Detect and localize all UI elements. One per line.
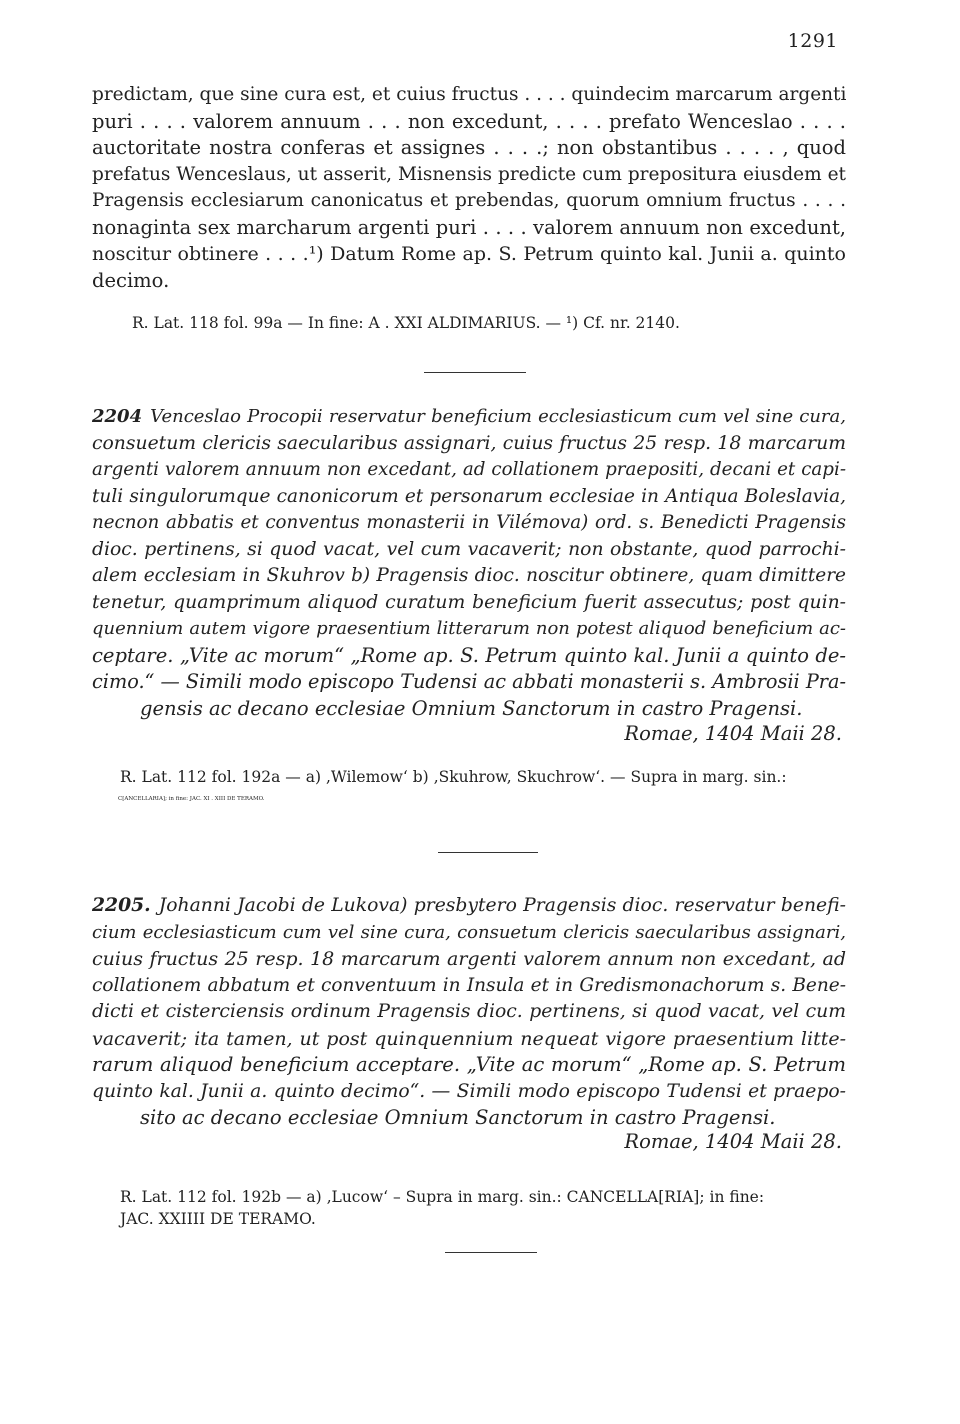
text-line: quinto kal. Junii a. quinto decimo“. — Simili modo episcopo Tudensi et praepo-: [92, 1080, 846, 1102]
continuation-paragraph: [92, 82, 846, 294]
entry-text: Johanni Jacobi de Lukova) presbytero Pragensis dioc. reservatur benefi-: [158, 895, 846, 916]
text-line: vacaverit; ita tamen, ut post quinquennium nequeat vigore praesentium litte-: [92, 1027, 846, 1050]
entry-2205: [92, 892, 846, 1132]
text-line: tenetur, quamprimum aliquod curatum beneficium fuerit assecutus; post quin-: [92, 591, 846, 613]
text-line: rarum aliquod beneficium acceptare. „Vite ac morum“ „Rome ap. S. Petrum: [92, 1053, 846, 1076]
entry-date: Romae, 1404 Maii 28.: [624, 1130, 842, 1153]
source-note: R. Lat. 118 fol. 99a — In fine: A . XXI ALDIMARIUS. — ¹) Cf. nr. 2140.: [132, 314, 680, 332]
text-line: decimo.: [92, 268, 170, 292]
text-line: gensis ac decano ecclesiae Omnium Sanctorum in castro Pragensi.: [140, 696, 803, 720]
entry-number: 2205.: [92, 894, 151, 916]
text-line: dioc. pertinens, si quod vacat, vel cum vacaverit; non obstante, quod parrochi-: [92, 538, 846, 560]
text-line: puri . . . . valorem annuum . . . non excedunt, . . . . prefato Wenceslao . . . .: [92, 109, 846, 133]
text-line: dicti et cisterciensis ordinum Pragensis dioc. pertinens, si quod vacat, vel cum: [92, 1001, 846, 1022]
note-line: R. Lat. 112 fol. 192b — a) ‚Lucow‘ – Supra in marg. sin.: CANCELLA[RIA]; in fine:: [120, 1188, 765, 1206]
text-line: nonaginta sex marcharum argenti puri . . . . valorem annuum non excedunt,: [92, 215, 846, 239]
source-note: [120, 766, 860, 810]
text-line: alem ecclesiam in Skuhrov b) Pragensis dioc. noscitur obtinere, quam dimittere: [92, 565, 846, 586]
text-line: [92, 404, 846, 431]
text-line: cimo.“ — Simili modo episcopo Tudensi ac abbati monasterii s. Ambrosii Pra-: [92, 670, 846, 693]
entry-number: 2204: [92, 406, 143, 427]
section-divider: [438, 852, 538, 853]
text-line: noscitur obtinere . . . .¹) Datum Rome ap. S. Petrum quinto kal. Junii a. quinto: [92, 243, 846, 265]
note-line: C[ANCELLARIA]; in fine: JAC. XI . XIII DE TERAMO.: [118, 796, 265, 802]
text-line: sito ac decano ecclesiae Omnium Sanctorum in castro Pragensi.: [140, 1106, 776, 1129]
text-line: collationem abbatum et conventuum in Insula et in Gredismonachorum s. Bene-: [92, 974, 846, 996]
section-divider: [424, 372, 526, 373]
page-number: 1291: [787, 30, 838, 52]
text-line: argenti valorem annuum non excedant, ad collationem praepositi, decani et capi-: [92, 459, 846, 480]
text-line: cium ecclesiasticum cum vel sine cura, consuetum clericis saecularibus assignari,: [92, 921, 846, 943]
text-line: cuius fructus 25 resp. 18 marcarum argenti valorem annum non excedant, ad: [92, 948, 846, 970]
text-line: quennium autem vigore praesentium litterarum non potest aliquod beneficium ac-: [92, 618, 846, 639]
text-line: tuli singulorumque canonicorum et personarum ecclesiae in Antiqua Boleslavia,: [92, 485, 846, 507]
text-line: consuetum clericis saecularibus assignari, cuius fructus 25 resp. 18 marcarum: [92, 432, 846, 454]
text-line: auctoritate nostra conferas et assignes . . . .; non obstantibus . . . . , quod: [92, 136, 846, 159]
text-line: prefatus Wenceslaus, ut asserit, Misnensis predicte cum prepositura eiusdem et: [92, 163, 846, 185]
note-line: R. Lat. 112 fol. 192a — a) ‚Wilemow‘ b) ‚Skuhrow, Skuchrow‘. — Supra in marg. sin.:: [120, 768, 787, 786]
text-line: predictam, que sine cura est, et cuius fructus . . . . quindecim marcarum argenti: [92, 84, 847, 105]
text-line: necnon abbatis et conventus monasterii in Vilémova) ord. s. Benedicti Pragensis: [92, 512, 846, 533]
entry-date: Romae, 1404 Maii 28.: [624, 722, 842, 745]
text-line: Pragensis ecclesiarum canonicatus et prebendas, quorum omnium fructus . . . .: [92, 190, 846, 211]
text-line: ceptare. „Vite ac morum“ „Rome ap. S. Petrum quinto kal. Junii a quinto de-: [92, 643, 846, 667]
note-line: JAC. XXIIII DE TERAMO.: [120, 1210, 316, 1228]
entry-2204: [92, 404, 846, 722]
section-divider: [445, 1252, 537, 1253]
source-note: [120, 1186, 880, 1230]
entry-text: Venceslao Procopii reservatur beneficium ecclesiasticum cum vel sine cura,: [150, 406, 846, 427]
text-line: [92, 892, 846, 920]
